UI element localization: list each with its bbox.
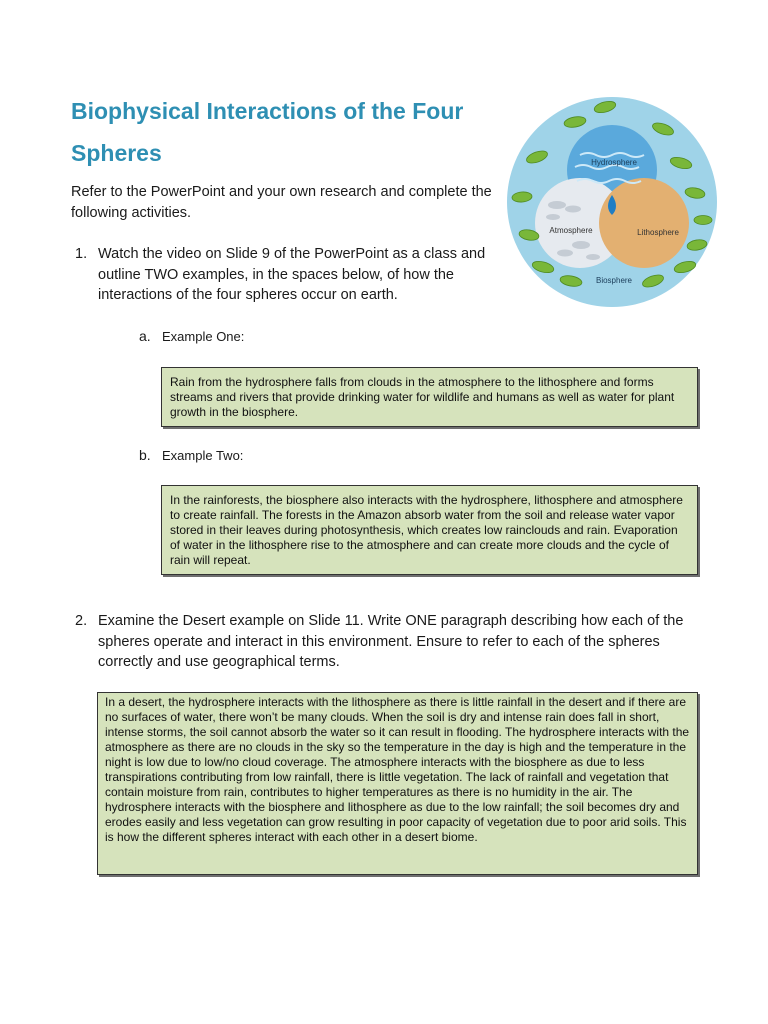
example-one-answer-box[interactable]: Rain from the hydrosphere falls from clouds in the atmosphere to the lithosphere and forms streams and rivers that provide drinking water for wildlife and humans as well as water for plant growth in the biosphere. — [161, 367, 698, 427]
hydrosphere-label: Hydrosphere — [591, 158, 637, 167]
lithosphere-circle — [599, 178, 689, 268]
example-letter: a. — [139, 328, 151, 344]
question-text: Examine the Desert example on Slide 11. Write ONE paragraph describing how each of the spheres operate and interact in this environment. Ensure to refer to each of the spheres correctly and use geographical terms. — [98, 613, 684, 670]
desert-answer-box[interactable]: In a desert, the hydrosphere interacts with the lithosphere as there is little rainfall in the desert and if there are no surfaces of water, there won’t be many clouds. When the soil is dry and intense rain does fall in short, intense storms, the soil cannot absorb the water so it can result in flooding. The hydrosphere interacts with the atmosphere as there are no clouds in the sky so the temperature in the day is high and the temperature in the night is low due to low/no cloud coverage. The atmosphere interacts with the biosphere as due to less transpirations contributing from low rainfall, there is little vegetation. The lack of rainfall and vegetation that contain moisture from rain, contributes to higher temperatures as there is no humidity in the air. The hydrosphere interacts with the biosphere and lithosphere as due to the low rainfall; the soil becomes dry and erodes easily and less vegetation can grow resulting in poor capacity of vegetation due to poor arid soils. This is how the different spheres interact with each other in a desert biome. — [97, 692, 698, 875]
page-title: Biophysical Interactions of the Four Spheres — [71, 98, 464, 166]
lithosphere-label: Lithosphere — [637, 228, 679, 237]
example-two-answer-box[interactable]: In the rainforests, the biosphere also interacts with the hydrosphere, lithosphere and atmosphere to create rainfall. The forests in the Amazon absorb water from the soil and release water vapor stored in their leaves during photosynthesis, which creates low rainclouds and rain. Evaporation of water in the lithosphere rise to the atmosphere and can create more clouds and the cycle of rain will repeat. — [161, 485, 698, 575]
question-number: 2. — [75, 613, 88, 629]
question-text: Watch the video on Slide 9 of the PowerPoint as a class and outline TWO examples, in the spaces below, of how the interactions of the four spheres occur on earth. — [98, 246, 486, 303]
atmosphere-label: Atmosphere — [549, 226, 593, 235]
biosphere-label: Biosphere — [595, 276, 633, 285]
intro-text: Refer to the PowerPoint and your own research and complete the following activities. — [71, 184, 492, 221]
example-label: Example One: — [162, 329, 245, 344]
four-spheres-diagram — [505, 95, 720, 310]
example-label: Example Two: — [162, 448, 244, 463]
example-letter: b. — [139, 447, 151, 463]
question-number: 1. — [75, 246, 88, 262]
